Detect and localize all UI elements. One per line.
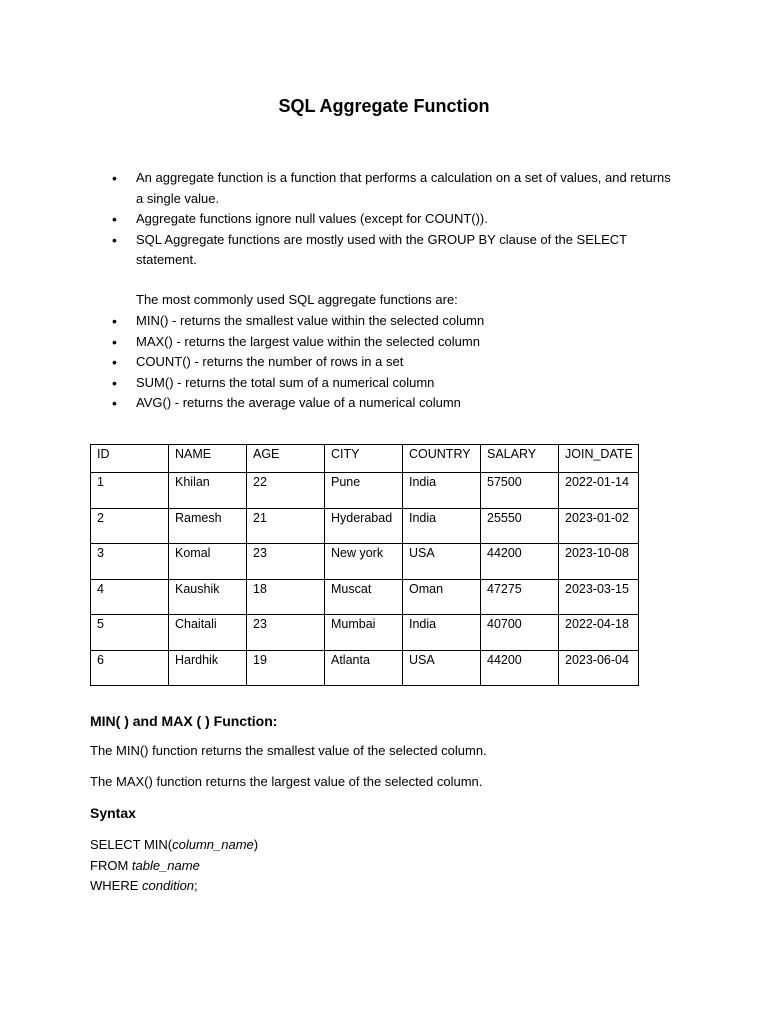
table-cell: Muscat — [325, 579, 403, 615]
min-max-heading: MIN( ) and MAX ( ) Function: — [90, 713, 278, 729]
functions-intro: The most commonly used SQL aggregate functions are: — [136, 292, 458, 307]
table-cell: Hyderabad — [325, 508, 403, 544]
table-cell: 2022-04-18 — [559, 615, 639, 651]
table-row — [91, 615, 639, 651]
table-cell: 2022-01-14 — [559, 473, 639, 509]
max-description: The MAX() function returns the largest value of the selected column. — [90, 774, 483, 789]
table-cell: 2023-10-08 — [559, 544, 639, 580]
list-item: • SQL Aggregate functions are mostly used with the GROUP BY clause of the SELECT statement. — [112, 231, 627, 267]
table-cell: Kaushik — [169, 579, 247, 615]
list-item: • SUM() - returns the total sum of a numerical column — [112, 373, 484, 394]
table-cell: 44200 — [481, 650, 559, 686]
bullet-icon: • — [112, 170, 117, 186]
list-item: • MIN() - returns the smallest value within the selected column — [112, 311, 484, 332]
bullet-icon: • — [112, 333, 117, 350]
table-cell: 5 — [91, 615, 169, 651]
syntax-heading: Syntax — [90, 805, 136, 821]
table-cell: 21 — [247, 508, 325, 544]
table-cell: India — [403, 473, 481, 509]
column-header: ID — [91, 445, 169, 473]
table-cell: 18 — [247, 579, 325, 615]
table-cell: 2023-03-15 — [559, 579, 639, 615]
bullet-icon: • — [112, 395, 117, 411]
table-cell: Khilan — [169, 473, 247, 509]
customers-table — [90, 444, 639, 686]
table-cell: 23 — [247, 615, 325, 651]
table-cell: Ramesh — [169, 508, 247, 544]
table-row — [91, 508, 639, 544]
column-header: COUNTRY — [403, 445, 481, 473]
min-description: The MIN() function returns the smallest value of the selected column. — [90, 743, 487, 758]
column-header: SALARY — [481, 445, 559, 473]
table-cell: 57500 — [481, 473, 559, 509]
list-item: • An aggregate function is a function that performs a calculation on a set of values, and returns a single value. — [112, 170, 671, 206]
table-cell: 40700 — [481, 615, 559, 651]
table-cell: Atlanta — [325, 650, 403, 686]
table-cell: USA — [403, 650, 481, 686]
table-cell: Oman — [403, 579, 481, 615]
list-item: • MAX() - returns the largest value within the selected column — [112, 332, 484, 353]
syntax-line-select: SELECT MIN(column_name) — [90, 837, 259, 852]
bullet-icon: • — [112, 313, 117, 329]
table-cell: 23 — [247, 544, 325, 580]
table-row — [91, 473, 639, 509]
column-header: JOIN_DATE — [559, 445, 639, 473]
table-cell: Chaitali — [169, 615, 247, 651]
list-item: • COUNT() - returns the number of rows in a set — [112, 352, 484, 373]
page-title: SQL Aggregate Function — [278, 96, 490, 116]
table-cell: 22 — [247, 473, 325, 509]
list-item: • AVG() - returns the average value of a numerical column — [112, 393, 484, 414]
table-cell: Mumbai — [325, 615, 403, 651]
table-cell: 47275 — [481, 579, 559, 615]
column-header: AGE — [247, 445, 325, 473]
table-cell: 44200 — [481, 544, 559, 580]
functions-bullet-list — [112, 311, 484, 414]
table-cell: 6 — [91, 650, 169, 686]
table-cell: 19 — [247, 650, 325, 686]
table-cell: Pune — [325, 473, 403, 509]
table-cell: 25550 — [481, 508, 559, 544]
table-row — [91, 544, 639, 580]
table-cell: Komal — [169, 544, 247, 580]
table-cell: Hardhik — [169, 650, 247, 686]
table-cell: 2023-06-04 — [559, 650, 639, 686]
table-cell: India — [403, 508, 481, 544]
table-cell: 4 — [91, 579, 169, 615]
intro-bullet-list — [112, 168, 672, 271]
bullet-icon: • — [112, 211, 117, 227]
bullet-icon: • — [112, 374, 117, 391]
table-cell: India — [403, 615, 481, 651]
syntax-block — [90, 835, 258, 897]
table-cell: 3 — [91, 544, 169, 580]
table-cell: 2023-01-02 — [559, 508, 639, 544]
table-cell: 2 — [91, 508, 169, 544]
table-row — [91, 579, 639, 615]
column-header: CITY — [325, 445, 403, 473]
syntax-line-from: FROM table_name — [90, 857, 200, 873]
bullet-icon: • — [112, 231, 117, 248]
column-header: NAME — [169, 445, 247, 473]
bullet-icon: • — [112, 354, 117, 370]
table-header-row — [91, 445, 639, 473]
list-item: • Aggregate functions ignore null values (except for COUNT()). — [112, 209, 672, 230]
syntax-line-where: WHERE condition; — [90, 878, 198, 893]
table-cell: 1 — [91, 473, 169, 509]
table-cell: New york — [325, 544, 403, 580]
table-cell: USA — [403, 544, 481, 580]
table-row — [91, 650, 639, 686]
